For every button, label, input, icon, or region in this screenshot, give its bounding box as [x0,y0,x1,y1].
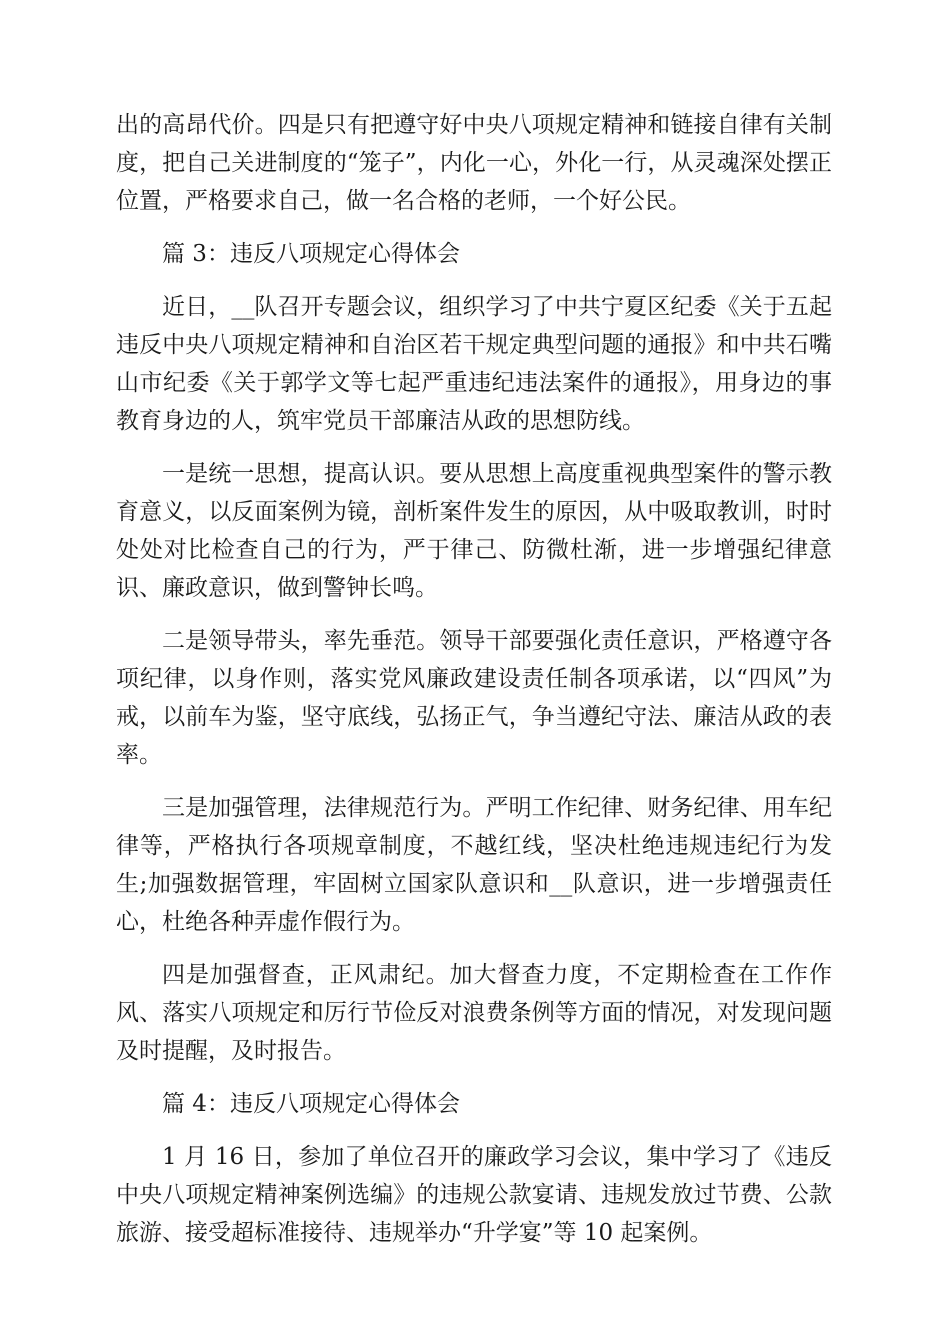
section-heading-4: 篇 4：违反八项规定心得体会 [162,1091,460,1117]
section-heading-3: 篇 3：违反八项规定心得体会 [162,241,460,267]
paragraph: 1 月 16 日，参加了单位召开的廉政学习会议，集中学习了《违反中央八项规定精神案例选编》的违规公款宴请、违规发放过节费、公款旅游、接受超标准接待、违规举办“升学宴”等 10 起案例。 [116,1144,832,1246]
document-body [116,106,832,1267]
paragraph: 一是统一思想，提高认识。要从思想上高度重视典型案件的警示教育意义，以反面案例为镜，剖析案件发生的原因，从中吸取教训，时时处处对比检查自己的行为，严于律己、防微杜渐，进一步增强纪律意识、廉政意识，做到警钟长鸣。 [116,461,832,601]
paragraph: 四是加强督查，正风肃纪。加大督查力度，不定期检查在工作作风、落实八项规定和厉行节俭反对浪费条例等方面的情况，对发现问题及时提醒，及时报告。 [116,962,832,1064]
paragraph: 二是领导带头，率先垂范。领导干部要强化责任意识，严格遵守各项纪律，以身作则，落实党风廉政建设责任制各项承诺，以“四风”为戒，以前车为鉴，坚守底线，弘扬正气，争当遵纪守法、廉洁从政的表率。 [116,628,832,768]
paragraph: 三是加强管理，法律规范行为。严明工作纪律、财务纪律、用车纪律等，严格执行各项规章制度，不越红线，坚决杜绝违规违纪行为发生;加强数据管理，牢固树立国家队意识和__队意识，进一步增强责任心，杜绝各种弄虚作假行为。 [116,795,832,935]
paragraph: 近日，__队召开专题会议，组织学习了中共宁夏区纪委《关于五起违反中央八项规定精神和自治区若干规定典型问题的通报》和中共石嘴山市纪委《关于郭学文等七起严重违纪违法案件的通报》，用身边的事教育身边的人，筑牢党员干部廉洁从政的思想防线。 [116,294,832,434]
paragraph-continuation: 出的高昂代价。四是只有把遵守好中央八项规定精神和链接自律有关制度，把自己关进制度的“笼子”，内化一心，外化一行，从灵魂深处摆正位置，严格要求自己，做一名合格的老师，一个好公民。 [116,112,832,214]
